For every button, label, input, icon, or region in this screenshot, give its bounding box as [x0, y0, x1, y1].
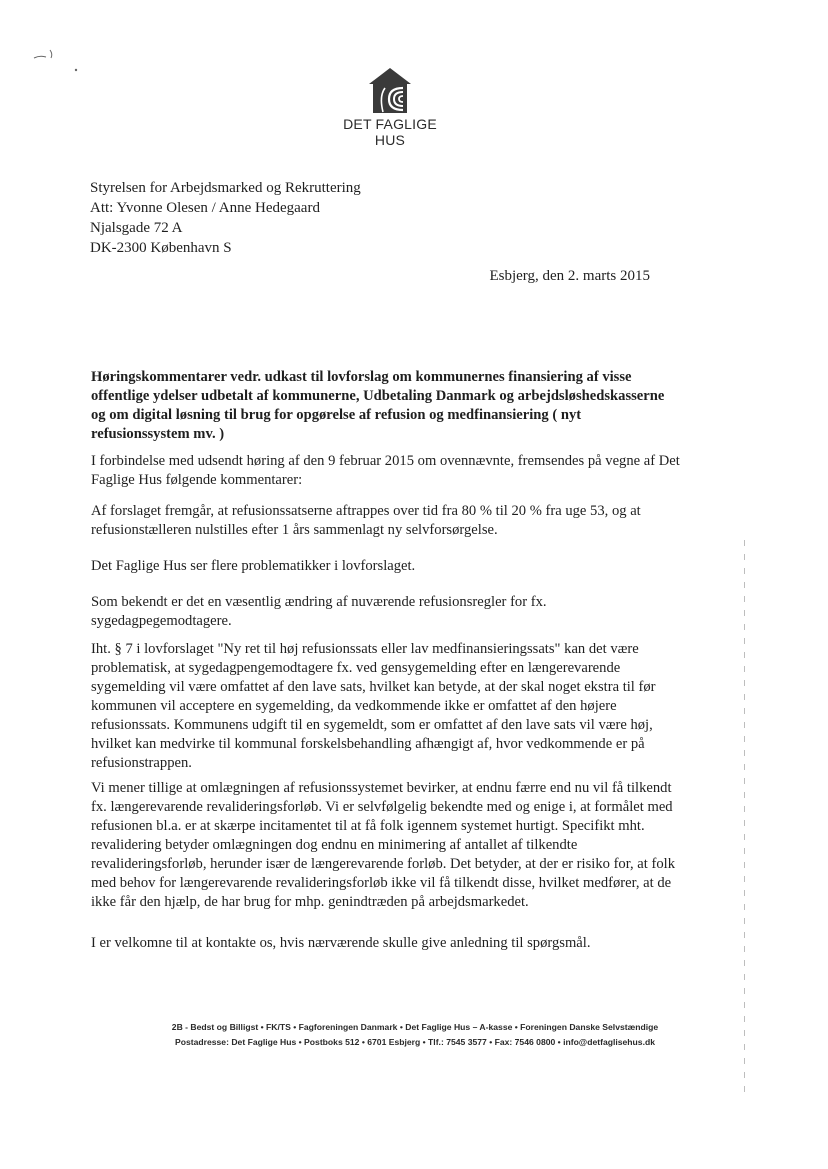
- body-paragraph: Iht. § 7 i lovforslaget "Ny ret til høj refusionssats eller lav medfinansieringssats" kan det være problematisk, at sygedagpengemodtagere fx. ved gensygemelding efter en længerevarende sygemelding vil være omfattet af den lave sats, hvilket kan betyde, at der skal noget ekstra til før kommunen vil acceptere en sygemelding, da vedkommende ikke er omfattet af den højere refusionssats. Kommunens udgift til en sygemeldt, som er omfattet af den lave sats vil være høj, hvilket kan medvirke til kommunal forskelsbehandling afhængigt af, hvor vedkommende er på refusionstrappen.: [91, 641, 656, 771]
- closing-paragraph: I er velkomne til at kontakte os, hvis nærværende skulle give anledning til spørgsmål.: [91, 935, 591, 951]
- recipient-line: Njalsgade 72 A: [90, 220, 183, 236]
- recipient-line: Styrelsen for Arbejdsmarked og Rekruttering: [90, 180, 361, 196]
- recipient-line: Att: Yvonne Olesen / Anne Hedegaard: [90, 200, 320, 216]
- body-paragraph: Det Faglige Hus ser flere problematikker i lovforslaget.: [91, 558, 416, 574]
- house-swirl-logo-icon: [367, 66, 413, 116]
- body-paragraph: Vi mener tillige at omlægningen af refusionssystemet bevirker, at endnu færre end nu vil få tilkendt fx. længerevarende revalideringsforløb. Vi er selvfølgelig bekendte med og enige i, at formålet med refusionen bl.a. er at skærpe incitamentet til at få folk igennem systemet hurtigt. Specifikt mht. revalidering betyder omlægningen dog endnu en minimering af antallet af tilkendte revalideringsforløb, herunder især de længerevarende forløb. Det betyder, at der er risiko for, at folk med behov for længerevarende revalideringsforløb ikke vil få tilkendt disse, hvilket medfører, at de ikke får den hjælp, de har brug for mhp. genindtræden på arbejdsmarkedet.: [91, 780, 675, 910]
- body-paragraph: Af forslaget fremgår, at refusionssatserne aftrappes over tid fra 80 % til 20 % fra uge 53, og at refusionstælleren nulstilles efter 1 års sammenlagt ny selvforsørgelse.: [91, 503, 641, 538]
- recipient-address: [90, 178, 361, 258]
- footer-organizations: 2B - Bedst og Billigst • FK/TS • Fagforeningen Danmark • Det Faglige Hus – A-kasse • Foreningen Danske Selvstændige: [171, 1022, 659, 1032]
- footer-contact: Postadresse: Det Faglige Hus • Postboks 512 • 6701 Esbjerg • Tlf.: 7545 3577 • Fax: 7546 0800 • info@detfaglisehus.dk: [174, 1037, 656, 1047]
- recipient-line: DK-2300 København S: [90, 240, 232, 256]
- company-logo: [330, 66, 450, 148]
- scan-mark: [30, 44, 80, 74]
- logo-wordmark: DET FAGLIGE HUS: [343, 116, 437, 148]
- body-paragraph: Som bekendt er det en væsentlig ændring af nuværende refusionsregler for fx. sygedagpegemodtagere.: [91, 594, 547, 629]
- letter-subject: Høringskommentarer vedr. udkast til lovforslag om kommunernes finansiering af visse offentlige ydelser udbetalt af kommunerne, Udbetaling Danmark og arbejdsløshedskasserne og om digital løsning til brug for opgørelse af refusion og medfinansiering ( nyt refusionssystem mv. ): [91, 369, 665, 442]
- letter-date: Esbjerg, den 2. marts 2015: [489, 268, 650, 284]
- letter-footer: [150, 1020, 680, 1050]
- scan-edge-line: [744, 540, 745, 1100]
- body-paragraph: I forbindelse med udsendt høring af den 9 februar 2015 om ovennævnte, fremsendes på vegne af Det Faglige Hus følgende kommentarer:: [91, 453, 680, 488]
